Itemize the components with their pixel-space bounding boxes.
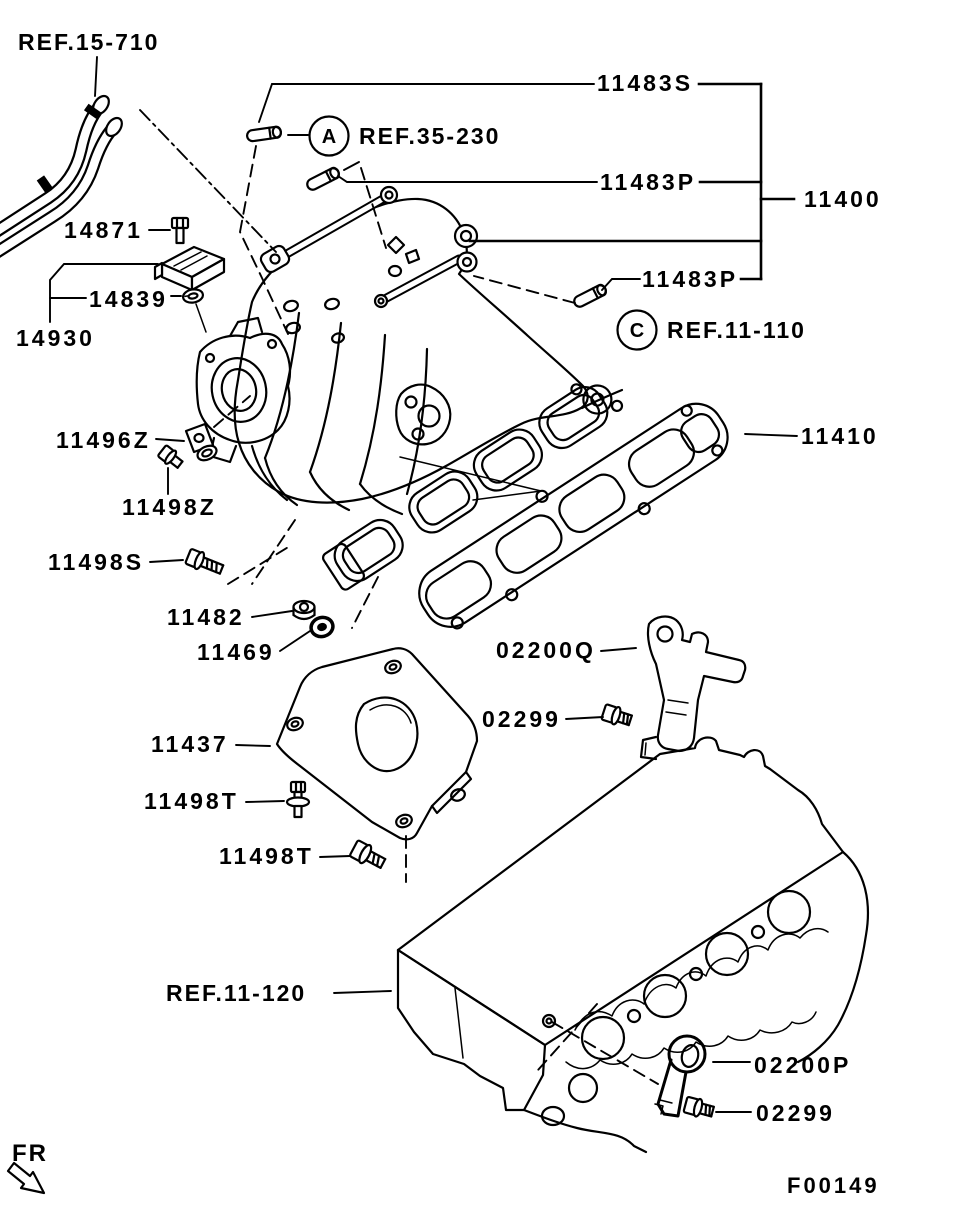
part-label-02200Q[interactable]: 02200Q [496, 637, 596, 663]
part-label-11482[interactable]: 11482 [167, 604, 245, 630]
callout-circle-a[interactable] [310, 117, 349, 156]
o-ring-14839-icon [182, 288, 204, 304]
intake-manifold-art [197, 187, 626, 592]
bolt-11498T-icon [349, 839, 388, 872]
gasket-11410-art [405, 387, 742, 643]
part-label-11483P-upper[interactable]: 11483P [600, 169, 697, 195]
bolt-11498T-icon [287, 782, 309, 817]
front-direction-arrow [8, 1163, 44, 1193]
part-label-11498S[interactable]: 11498S [48, 549, 145, 575]
part-label-11437[interactable]: 11437 [151, 731, 229, 757]
callout-circle-c[interactable] [618, 311, 657, 350]
map-sensor-art [155, 218, 224, 332]
pin-11483P-icon [572, 283, 607, 308]
bolt-14871-icon [172, 218, 188, 243]
front-marker-label: FR [12, 1140, 48, 1167]
ref-label-11-110[interactable]: REF.11-110 [667, 317, 806, 343]
figure-code-label: F00149 [787, 1173, 880, 1198]
callout-c-letter: C [629, 320, 645, 342]
part-label-14930[interactable]: 14930 [16, 325, 95, 351]
ref-label-11-120[interactable]: REF.11-120 [166, 980, 307, 1006]
pin-11483S-icon [246, 126, 281, 142]
ref-label-35-230[interactable]: REF.35-230 [359, 123, 501, 149]
cap-11469-icon [309, 615, 335, 639]
part-label-11410[interactable]: 11410 [801, 423, 879, 449]
manifold-flange-ports [318, 369, 626, 593]
cylinder-head-art [398, 737, 868, 1152]
part-label-11469[interactable]: 11469 [197, 639, 275, 665]
bracket-02200Q-art [641, 617, 745, 759]
pin-11483P-icon [305, 166, 340, 191]
small-parts-art [157, 424, 715, 1120]
bolt-11498S-icon [185, 548, 225, 578]
bracket-11437-art [277, 648, 477, 839]
part-label-11496Z[interactable]: 11496Z [56, 427, 151, 453]
map-sensor-body-icon [155, 247, 224, 290]
part-label-11483P-lower[interactable]: 11483P [642, 266, 739, 292]
bolt-02299-icon [683, 1096, 715, 1121]
bolt-02299-icon [601, 703, 633, 729]
part-label-02299-lower[interactable]: 02299 [756, 1100, 835, 1126]
part-label-14871[interactable]: 14871 [64, 217, 143, 243]
bolt-11498Z-icon [157, 444, 185, 471]
assembly-label-11400[interactable]: 11400 [804, 186, 882, 212]
part-label-02200P[interactable]: 02200P [754, 1052, 852, 1078]
part-label-02299-upper[interactable]: 02299 [482, 706, 561, 732]
part-label-14839[interactable]: 14839 [89, 286, 168, 312]
part-label-11498T-lower[interactable]: 11498T [219, 843, 314, 869]
nut-11482-icon [294, 601, 315, 619]
ref-label-15-710[interactable]: REF.15-710 [18, 29, 160, 55]
part-label-11483S[interactable]: 11483S [597, 70, 694, 96]
part-label-11498Z[interactable]: 11498Z [122, 494, 217, 520]
part-label-11498T-upper[interactable]: 11498T [144, 788, 239, 814]
callout-a-letter: A [321, 126, 337, 148]
